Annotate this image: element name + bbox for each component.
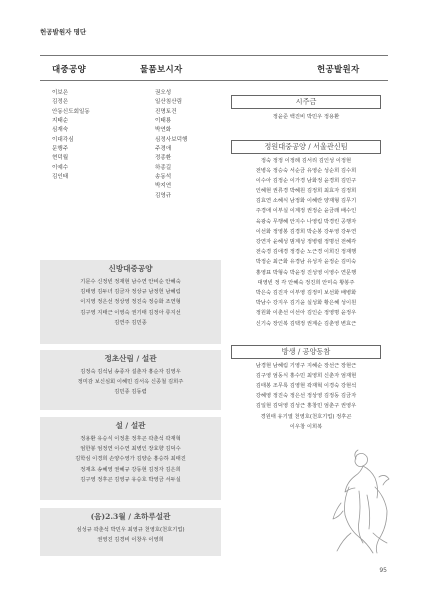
list-item: 현덕월: [52, 155, 69, 162]
table-row: 경원태 유기열 천영호(천호기업) 정후곤: [260, 414, 352, 420]
table-row: 이선화 정영봉 김경희 박순봉 강두영 강두연: [255, 229, 357, 235]
section-sinbang: [40, 260, 221, 344]
column-title-middle: 물품보시자: [140, 65, 183, 75]
section-rows: [40, 274, 221, 328]
list-item: 문행주: [52, 146, 69, 153]
table-row: 이지영 정은선 정상영 정진숙 정승화 조연형: [80, 299, 181, 306]
list-item: 박지연: [155, 183, 172, 190]
table-row: 홍영표 박형숙 박윤정 진성영 이영수 연문행: [255, 270, 357, 276]
header-rule-top: [40, 55, 388, 56]
list-item: 이보은: [52, 90, 69, 96]
section-rows: [40, 522, 221, 545]
section-jeongcho: [40, 350, 221, 410]
table-row: 기문수 신정빈 정재현 남수연 안비순 안혜숙: [80, 279, 181, 285]
table-row: 주경애 이부실 이계정 권정순 윤금래 배수인: [255, 208, 357, 214]
list-item: 이대각심: [52, 136, 74, 143]
list-item: 주경애: [155, 146, 172, 153]
section-title: 설 / 설관: [115, 421, 146, 430]
section-chopa: [40, 508, 221, 556]
table-row: 김구영 엄동식 홍수민 최영희 신춘자 엄재현: [255, 373, 357, 379]
section-title: 신방대중공양: [108, 264, 153, 273]
column-title-left: 대중공양: [52, 65, 87, 75]
list-item: 김영규: [155, 192, 172, 199]
section-seol: [40, 417, 221, 500]
table-row: 신기숙 장인복 김택정 권계순 김춘영 변효근: [255, 321, 357, 327]
section-title-bangsaeng: 방생 / 공양동참: [231, 345, 381, 359]
list-item: 지태순: [52, 118, 69, 125]
section-title-jeongwon: 정원대중공양 / 서울관신팀: [231, 140, 381, 154]
table-row: 이수아 김정순 이가경 남화정 윤경희 김민구: [255, 178, 357, 184]
table-row: 박정순 최근화 유경남 유성자 윤정순 김미숙: [255, 259, 357, 265]
table-row: 김태영 김두녀 김금자 정상규 남정헌 남혜림: [80, 289, 181, 296]
table-row: 박은숙 김진자 이부영 김정미 보선화 배병화: [255, 290, 357, 296]
table-row: 김민종 김동렴: [114, 389, 147, 396]
table-row: 이우창 이희복: [289, 424, 323, 430]
table-row: 남경현 남혜림 기영구 지혜순 장선근 장현근: [255, 363, 357, 369]
list-item: 일산침산림: [155, 99, 183, 106]
list-item: 이예수: [52, 164, 69, 171]
table-row: 강혜영 정진숙 정은선 정상영 김정동 김금자: [255, 393, 357, 399]
table-row: 정재초 송혜영 권혜규 강동현 김정자 김은희: [80, 466, 181, 473]
section-title-sijugeum: 시주금: [231, 95, 381, 109]
list-item: 이태룡: [155, 118, 172, 125]
table-row: 정용환 유승식 이정훈 정후곤 곽춘석 곽재혁: [80, 436, 181, 442]
list-item: 심재숙: [52, 127, 69, 134]
column-title-right: 헌공발원자: [317, 65, 360, 75]
page-header-tag: 헌공발원자 명단: [40, 28, 87, 36]
section-title: 정초산림 / 설관: [104, 354, 157, 363]
section-rows: [40, 364, 221, 398]
table-row: 심성규 곽춘석 박민우 최영규 천영호(천호기업): [76, 527, 185, 533]
list-item: 하종길: [155, 164, 172, 171]
table-row: 김학심 이경희 손양수영가 김양순 홍승하 최태진: [75, 456, 186, 463]
table-row: 정원화 이춘선 이선아 김인순 정영명 윤정우: [255, 310, 357, 316]
donor-list-b: [155, 89, 187, 201]
donor-list-a: [52, 89, 90, 182]
table-row: 엄한봉 엄정연 이수연 최병인 장효향 김덕수: [80, 446, 181, 453]
table-row: 정윤준 백진비 박민우 정용환: [272, 114, 340, 120]
table-row: 전숙경 김애경 정경순 노근경 이희진 정재행: [255, 249, 357, 255]
table-row: 박남수 강지우 김기윤 실성화 황은혜 성이원: [255, 300, 357, 306]
list-item: 진명토건: [155, 108, 177, 115]
table-row: 인혜현 권류경 박혜원 김정희 최효자 김정희: [255, 188, 357, 194]
table-row: 권영진 김경비 이창우 이영희: [97, 537, 164, 544]
table-row: 정미감 보신심회 이혜민 김서옥 신종철 김희주: [77, 379, 184, 386]
bodhisattva-figure-illustration-icon: [327, 447, 397, 557]
list-item: 김정은: [52, 99, 69, 106]
table-row: 강연자 윤혜성 범계성 정병렬 정명선 전혜각: [255, 239, 357, 245]
table-row: 정숙 정정 이정례 김서리 김인성 이정현: [260, 158, 352, 164]
table-row: 김정숙 김석님 송종자 설춘자 홍순자 김영우: [80, 369, 181, 375]
list-item: 정종환: [155, 155, 172, 162]
header-rule-bottom: [40, 80, 388, 81]
table-row: 전병옥 정승숙 서순금 유영순 성순희 김수희: [255, 168, 357, 174]
table-row: 김일현 김덕영 김성근 홍창민 엄춘구 권영우: [255, 403, 357, 409]
list-item: 박연화: [155, 127, 172, 134]
list-item: 심정사보덕행: [155, 136, 188, 143]
list-item: 김인태: [52, 174, 69, 181]
section-rows: [40, 431, 221, 485]
list-item: 안동신도회일동: [52, 108, 90, 115]
page-number: 95: [379, 567, 387, 574]
table-row: 김구영 지태근 이영숙 권기태 김정아 류지선: [80, 309, 181, 316]
table-row: 김효연 소혜식 남정화 이혜란 양재형 김무기: [255, 198, 357, 204]
section-title: (음)2.3월 / 초하루설관: [90, 512, 171, 521]
table-row: 김구영 정후곤 김영규 유승호 박영금 서두실: [80, 476, 181, 483]
list-item: 권오성: [155, 90, 172, 96]
table-row: 대영빈 정 각 안혜숙 정진희 안미숙 황봉주: [257, 280, 355, 286]
table-row: 김태봉 조무록 김영현 곽재혁 이경숙 강현석: [255, 383, 357, 389]
table-row: 육광숙 무행혜 안지수 나영림 박경린 공행자: [255, 219, 357, 225]
table-row: 김연주 김민종: [114, 319, 147, 326]
list-item: 송동석: [155, 174, 172, 181]
